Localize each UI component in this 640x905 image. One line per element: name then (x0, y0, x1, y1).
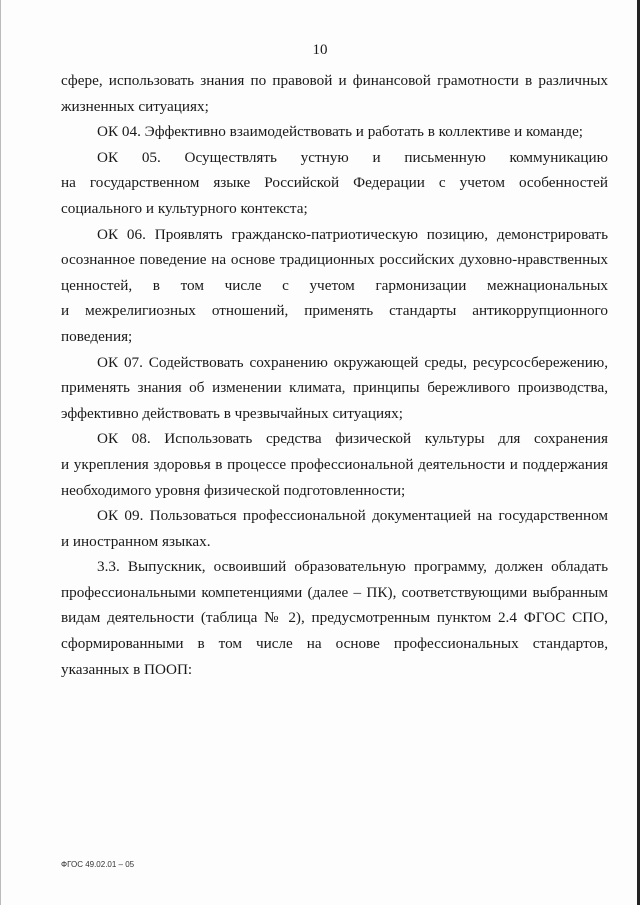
text-line: социального и культурного контекста; (61, 199, 308, 217)
text-line: и межрелигиозных отношений, применять стандарты антикоррупционного (61, 302, 608, 320)
text-line-ok07: ОК 07. Содействовать сохранению окружающей среды, ресурсосбережению, (97, 353, 608, 371)
page-edge-left (0, 0, 1, 905)
text-line-ok06: ОК 06. Проявлять гражданско-патриотическую позицию, демонстрировать (97, 225, 608, 243)
page-number: 10 (312, 42, 328, 58)
text-line: сфере, использовать знания по правовой и финансовой грамотности в различных (61, 72, 608, 89)
text-line-ok09: ОК 09. Пользоваться профессиональной документацией на государственном (97, 507, 608, 525)
text-line: сформированными в том числе на основе профессиональных стандартов, (61, 635, 608, 653)
text-line: видам деятельности (таблица № 2), предусмотренным пунктом 2.4 ФГОС СПО, (61, 609, 608, 627)
text-line: осознанное поведение на основе традиционных российских духовно-нравственных (61, 251, 608, 269)
text-line: жизненных ситуациях; (61, 97, 209, 115)
document-body (61, 68, 608, 682)
text-line: и иностранном языках. (61, 532, 211, 550)
text-line: применять знания об изменении климата, принципы бережливого производства, (61, 379, 608, 397)
text-line-section-3-3: 3.3. Выпускник, освоивший образовательную программу, должен обладать (97, 558, 608, 576)
text-line: поведения; (61, 327, 133, 345)
text-line: указанных в ПООП: (61, 660, 193, 678)
text-line-ok08: ОК 08. Использовать средства физической культуры для сохранения (97, 430, 608, 448)
text-line: необходимого уровня физической подготовленности; (61, 481, 406, 499)
text-line: профессиональными компетенциями (далее – ПК), соответствующими выбранным (61, 583, 608, 601)
text-line: эффективно действовать в чрезвычайных ситуациях; (61, 404, 403, 422)
footer-code: ФГОС 49.02.01 – 05 (61, 860, 135, 869)
text-line: на государственном языке Российской Федерации с учетом особенностей (61, 174, 608, 192)
text-line-ok04: ОК 04. Эффективно взаимодействовать и работать в коллективе и команде; (97, 123, 584, 141)
text-line: ценностей, в том числе с учетом гармонизации межнациональных (61, 276, 608, 294)
text-line: и укрепления здоровья в процессе профессиональной деятельности и поддержания (61, 455, 608, 473)
text-line-ok05: ОК 05. Осуществлять устную и письменную коммуникацию (97, 148, 608, 166)
